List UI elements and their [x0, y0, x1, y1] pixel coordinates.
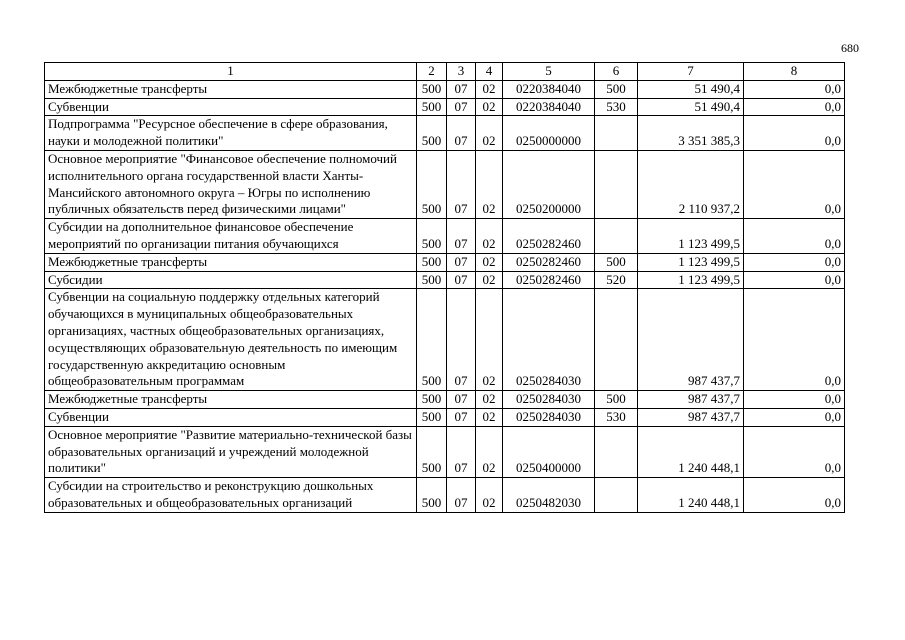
expense-type-cell: [595, 426, 638, 477]
column-header: 5: [503, 63, 595, 81]
target-article-cell: 0250282460: [503, 219, 595, 254]
amount-cell: 51 490,4: [638, 98, 744, 116]
expense-type-cell: 500: [595, 253, 638, 271]
target-article-cell: 0250282460: [503, 271, 595, 289]
column-header: 1: [45, 63, 417, 81]
target-article-cell: 0250200000: [503, 150, 595, 218]
amount-cell: 3 351 385,3: [638, 116, 744, 151]
amount-cell: 2 110 937,2: [638, 150, 744, 218]
admin-code-cell: 500: [417, 391, 447, 409]
table-row: [45, 116, 845, 151]
expense-type-cell: [595, 289, 638, 391]
row-name-cell: Основное мероприятие "Развитие материально-технической базы образовательных организаций и учреждений молодежной политики": [45, 426, 417, 477]
row-name-cell: Подпрограмма "Ресурсное обеспечение в сфере образования, науки и молодежной политики": [45, 116, 417, 151]
section-code-cell: 07: [447, 426, 476, 477]
table-row: [45, 80, 845, 98]
subsection-code-cell: 02: [476, 426, 503, 477]
section-code-cell: 07: [447, 98, 476, 116]
section-code-cell: 07: [447, 253, 476, 271]
target-article-cell: 0220384040: [503, 98, 595, 116]
amount-cell: 1 240 448,1: [638, 426, 744, 477]
row-name-cell: Основное мероприятие "Финансовое обеспечение полномочий исполнительного органа государственной власти Ханты-Мансийского автономного округа – Югры по исполнению публичных обязательств перед физическими лицами": [45, 150, 417, 218]
column-header: 6: [595, 63, 638, 81]
table-row: [45, 271, 845, 289]
table-body: [45, 80, 845, 512]
row-name-cell: Субсидии: [45, 271, 417, 289]
table-row: [45, 289, 845, 391]
expense-type-cell: 500: [595, 391, 638, 409]
amount-cell: 1 123 499,5: [638, 253, 744, 271]
target-article-cell: 0250482030: [503, 478, 595, 513]
column-header: 8: [744, 63, 845, 81]
amount-2-cell: 0,0: [744, 253, 845, 271]
admin-code-cell: 500: [417, 98, 447, 116]
admin-code-cell: 500: [417, 150, 447, 218]
budget-table: [44, 62, 845, 513]
section-code-cell: 07: [447, 116, 476, 151]
subsection-code-cell: 02: [476, 408, 503, 426]
amount-2-cell: 0,0: [744, 80, 845, 98]
row-name-cell: Субвенции: [45, 98, 417, 116]
admin-code-cell: 500: [417, 426, 447, 477]
column-header: 2: [417, 63, 447, 81]
admin-code-cell: 500: [417, 80, 447, 98]
amount-2-cell: 0,0: [744, 150, 845, 218]
table-row: [45, 478, 845, 513]
section-code-cell: 07: [447, 271, 476, 289]
expense-type-cell: [595, 116, 638, 151]
target-article-cell: 0250284030: [503, 289, 595, 391]
table-row: [45, 391, 845, 409]
table-row: [45, 253, 845, 271]
target-article-cell: 0250284030: [503, 391, 595, 409]
subsection-code-cell: 02: [476, 80, 503, 98]
section-code-cell: 07: [447, 219, 476, 254]
target-article-cell: 0250000000: [503, 116, 595, 151]
amount-2-cell: 0,0: [744, 271, 845, 289]
amount-cell: 987 437,7: [638, 391, 744, 409]
subsection-code-cell: 02: [476, 98, 503, 116]
amount-cell: 987 437,7: [638, 408, 744, 426]
table-row: [45, 408, 845, 426]
admin-code-cell: 500: [417, 219, 447, 254]
amount-2-cell: 0,0: [744, 391, 845, 409]
admin-code-cell: 500: [417, 478, 447, 513]
amount-cell: 1 240 448,1: [638, 478, 744, 513]
section-code-cell: 07: [447, 150, 476, 218]
amount-2-cell: 0,0: [744, 116, 845, 151]
amount-cell: 1 123 499,5: [638, 271, 744, 289]
target-article-cell: 0250284030: [503, 408, 595, 426]
admin-code-cell: 500: [417, 408, 447, 426]
row-name-cell: Субсидии на дополнительное финансовое обеспечение мероприятий по организации питания обучающихся: [45, 219, 417, 254]
amount-2-cell: 0,0: [744, 219, 845, 254]
column-header: 3: [447, 63, 476, 81]
amount-cell: 987 437,7: [638, 289, 744, 391]
expense-type-cell: [595, 219, 638, 254]
amount-2-cell: 0,0: [744, 426, 845, 477]
section-code-cell: 07: [447, 408, 476, 426]
table-row: [45, 150, 845, 218]
row-name-cell: Межбюджетные трансферты: [45, 80, 417, 98]
table-row: [45, 426, 845, 477]
subsection-code-cell: 02: [476, 478, 503, 513]
expense-type-cell: [595, 478, 638, 513]
admin-code-cell: 500: [417, 271, 447, 289]
section-code-cell: 07: [447, 391, 476, 409]
amount-cell: 51 490,4: [638, 80, 744, 98]
subsection-code-cell: 02: [476, 116, 503, 151]
table-row: [45, 98, 845, 116]
target-article-cell: 0220384040: [503, 80, 595, 98]
expense-type-cell: 530: [595, 408, 638, 426]
section-code-cell: 07: [447, 478, 476, 513]
row-name-cell: Межбюджетные трансферты: [45, 253, 417, 271]
target-article-cell: 0250400000: [503, 426, 595, 477]
amount-2-cell: 0,0: [744, 408, 845, 426]
admin-code-cell: 500: [417, 289, 447, 391]
amount-cell: 1 123 499,5: [638, 219, 744, 254]
row-name-cell: Субсидии на строительство и реконструкцию дошкольных образовательных и общеобразовательных организаций: [45, 478, 417, 513]
table-header-row: [45, 63, 845, 81]
subsection-code-cell: 02: [476, 219, 503, 254]
expense-type-cell: 530: [595, 98, 638, 116]
row-name-cell: Межбюджетные трансферты: [45, 391, 417, 409]
admin-code-cell: 500: [417, 253, 447, 271]
column-header: 4: [476, 63, 503, 81]
amount-2-cell: 0,0: [744, 289, 845, 391]
expense-type-cell: [595, 150, 638, 218]
row-name-cell: Субвенции на социальную поддержку отдельных категорий обучающихся в муниципальных общеобразовательных организациях, частных общеобразовательных организациях, осуществляющих образовательную деятельность по имеющим государственную аккредитацию основным общеобразовательным программам: [45, 289, 417, 391]
subsection-code-cell: 02: [476, 391, 503, 409]
subsection-code-cell: 02: [476, 289, 503, 391]
column-header: 7: [638, 63, 744, 81]
table-row: [45, 219, 845, 254]
amount-2-cell: 0,0: [744, 98, 845, 116]
section-code-cell: 07: [447, 80, 476, 98]
subsection-code-cell: 02: [476, 253, 503, 271]
admin-code-cell: 500: [417, 116, 447, 151]
subsection-code-cell: 02: [476, 150, 503, 218]
expense-type-cell: 520: [595, 271, 638, 289]
target-article-cell: 0250282460: [503, 253, 595, 271]
page-number: 680: [841, 41, 859, 55]
expense-type-cell: 500: [595, 80, 638, 98]
row-name-cell: Субвенции: [45, 408, 417, 426]
subsection-code-cell: 02: [476, 271, 503, 289]
section-code-cell: 07: [447, 289, 476, 391]
amount-2-cell: 0,0: [744, 478, 845, 513]
